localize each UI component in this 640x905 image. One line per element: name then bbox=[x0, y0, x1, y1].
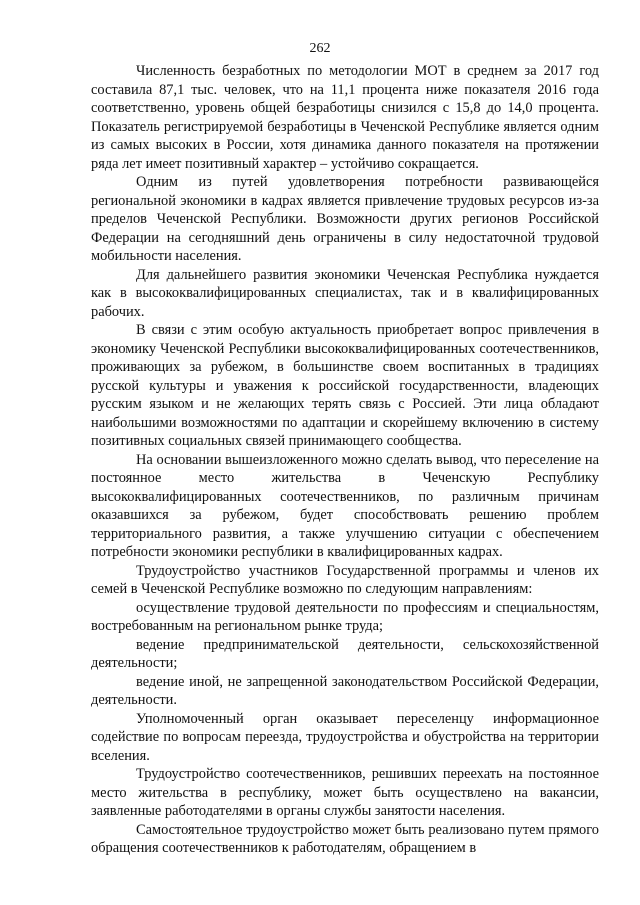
list-item-other-activity: ведение иной, не запрещенной законодательством Российской Федерации, деятельности. bbox=[91, 673, 599, 708]
paragraph-employment-directions: Трудоустройство участников Государственной программы и членов их семей в Чеченской Республике возможно по следующим направлениям: bbox=[91, 562, 599, 597]
body-text bbox=[91, 62, 599, 858]
paragraph-labour-resources: Одним из путей удовлетворения потребности развивающейся региональной экономики в кадрах является привлечение трудовых ресурсов из-за пределов Чеченской Республики. Возможности других регионов Российской Федерации на сегодняшний день ограничены в силу недостаточной трудовой мобильности населения. bbox=[91, 174, 599, 264]
paragraph-authorized-body: Уполномоченный орган оказывает переселенцу информационное содействие по вопросам переезда, трудоустройства и обустройства на территории вселения. bbox=[91, 710, 599, 764]
paragraph-vacancies: Трудоустройство соотечественников, решивших переехать на постоянное место жительства в республику, может быть осуществлено на вакансии, заявленные работодателями в органы службы занятости населения. bbox=[91, 766, 599, 819]
paragraph-conclusion: На основании вышеизложенного можно сделать вывод, что переселение на постоянное место жительства в Чеченскую Республику высококвалифицированных соотечественников, по различным причинам оказавшихся за рубежом, будет способствовать решению проблем территориального развития, а также улучшению ситуации с обеспечением потребности экономики республики в квалифицированных кадрах. bbox=[91, 451, 599, 560]
list-item-labour-activity: осуществление трудовой деятельности по профессиям и специальностям, востребованным на региональном рынке труда; bbox=[91, 599, 599, 634]
page-number: 262 bbox=[309, 41, 331, 56]
paragraph-unemployment-statistics: Численность безработных по методологии МОТ в среднем за 2017 год составила 87,1 тыс. человек, что на 11,1 процента ниже показателя 2016 года соответственно, уровень общей безработицы снизился с 15,8 до 14,0 процента. Показатель регистрируемой безработицы в Чеченской Республике является одним из самых высоких в России, хотя динамика данного показателя на протяжении ряда лет имеет позитивный характер – устойчиво сокращается. bbox=[91, 63, 599, 172]
paragraph-economy-needs: Для дальнейшего развития экономики Чеченская Республика нуждается как в высококвалифицированных специалистах, так и в квалифицированных рабочих. bbox=[91, 266, 599, 320]
paragraph-compatriots-attraction: В связи с этим особую актуальность приобретает вопрос привлечения в экономику Чеченской Республики высококвалифицированных соотечественников, проживающих за рубежом, в большинстве своем воспитанных в традициях русской культуры и уважения к российской государственности, владеющих русским языком и не желающих терять связь с Россией. Эти лица обладают наибольшими возможностями по адаптации и скорейшему включению в систему позитивных социальных связей принимающего сообщества. bbox=[91, 322, 599, 449]
list-item-entrepreneurship: ведение предпринимательской деятельности, сельскохозяйственной деятельности; bbox=[91, 636, 599, 671]
paragraph-self-employment: Самостоятельное трудоустройство может быть реализовано путем прямого обращения соотечественников к работодателям, обращением в bbox=[91, 821, 599, 856]
